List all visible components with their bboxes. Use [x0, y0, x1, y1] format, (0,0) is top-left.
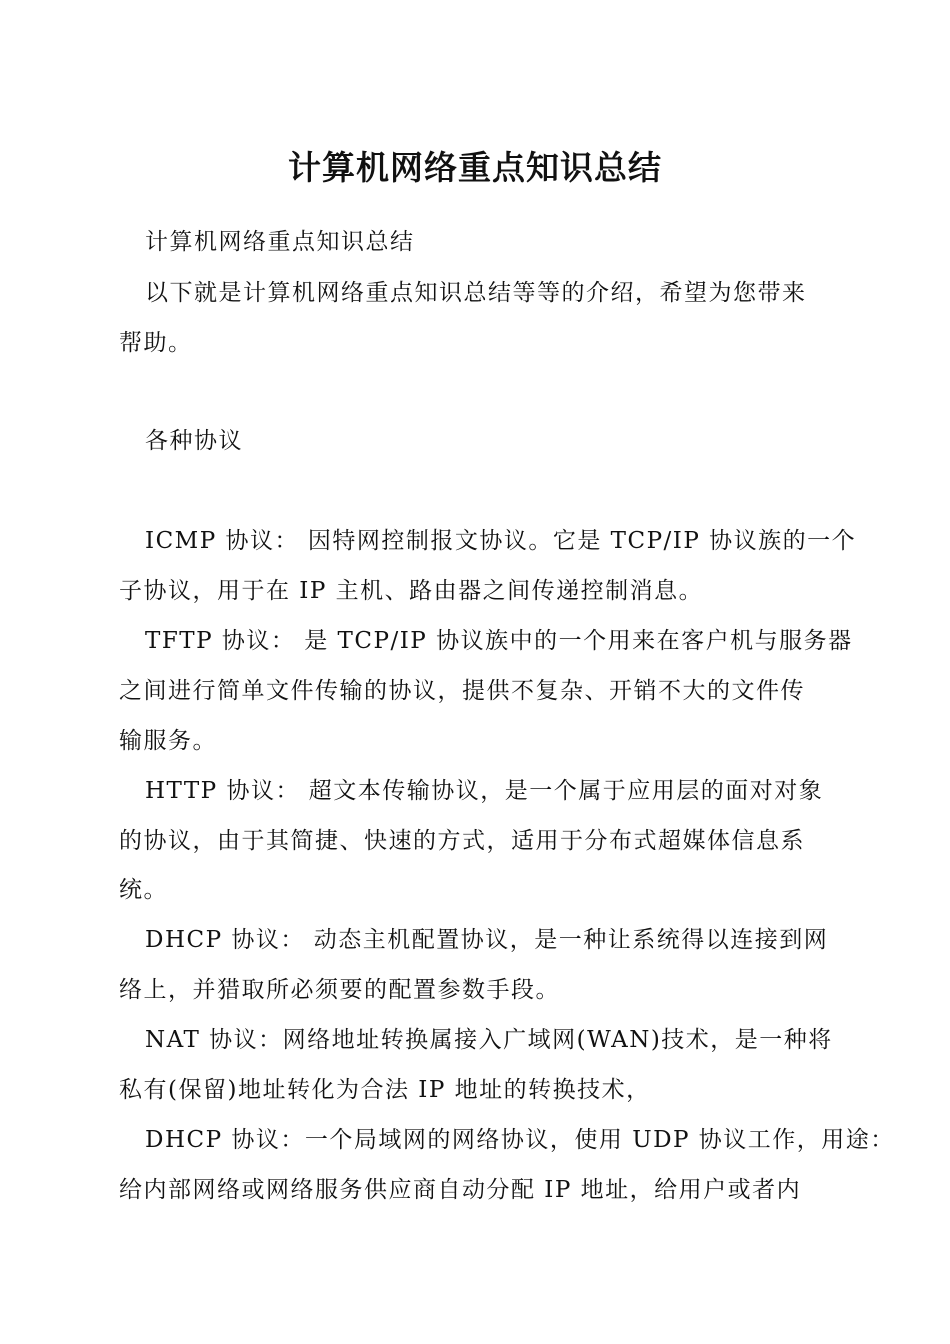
dhcp-line-2: 络上，并猎取所必须要的配置参数手段。 [119, 977, 560, 1003]
tftp-line-1: TFTP 协议： 是 TCP/IP 协议族中的一个用来在客户机与服务器 [145, 628, 853, 654]
dhcp2-line-1: DHCP 协议：一个局域网的网络协议，使用 UDP 协议工作，用途： [145, 1127, 895, 1153]
dhcp2-line-2: 给内部网络或网络服务供应商自动分配 IP 地址，给用户或者内 [119, 1177, 802, 1203]
http-line-1: HTTP 协议： 超文本传输协议，是一个属于应用层的面对对象 [145, 778, 824, 804]
http-line-2: 的协议，由于其简捷、快速的方式，适用于分布式超媒体信息系 [119, 828, 805, 854]
section-heading: 各种协议 [145, 428, 243, 454]
icmp-line-1: ICMP 协议： 因特网控制报文协议。它是 TCP/IP 协议族的一个 [145, 528, 857, 554]
intro-line-1: 以下就是计算机网络重点知识总结等等的介绍，希望为您带来 [145, 280, 807, 306]
subtitle-line: 计算机网络重点知识总结 [145, 229, 415, 255]
tftp-line-2: 之间进行简单文件传输的协议，提供不复杂、开销不大的文件传 [119, 678, 805, 704]
dhcp-line-1: DHCP 协议： 动态主机配置协议，是一种让系统得以连接到网 [145, 927, 829, 953]
document-title: 计算机网络重点知识总结 [288, 148, 662, 187]
http-line-3: 统。 [119, 877, 168, 903]
nat-line-1: NAT 协议：网络地址转换属接入广域网(WAN)技术，是一种将 [145, 1027, 833, 1053]
icmp-line-2: 子协议，用于在 IP 主机、路由器之间传递控制消息。 [119, 578, 704, 604]
intro-line-2: 帮助。 [119, 330, 193, 356]
tftp-line-3: 输服务。 [119, 728, 217, 754]
nat-line-2: 私有(保留)地址转化为合法 IP 地址的转换技术， [119, 1077, 651, 1103]
